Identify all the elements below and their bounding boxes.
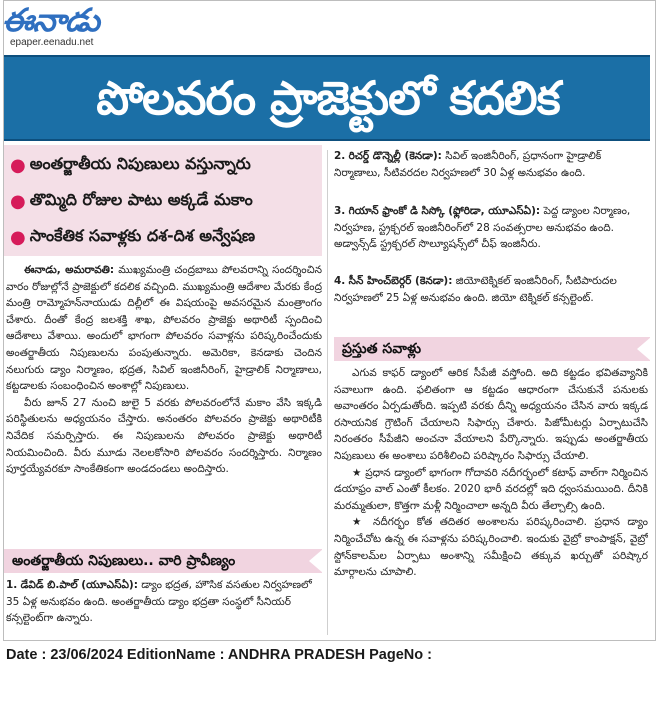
challenges-paragraph: ★ ప్రధాన డ్యాంలో భాగంగా గోదావరి నదీగర్భంలో కటాఫ్ వాల్‌గా నిర్మించిన డయాఫ్రం వాల్ ఎంతో కీలకం. 2020 భారీ వరదల్లో ఇది ధ్వంసమయింది. దీనికి మరమ్మతులా, కొత్తగా మళ్లీ నిర్మించాలా అన్నది వీరు తేల్చాల్సి ఉంది.: [334, 466, 648, 512]
article-paragraph: వీరు జూన్ 27 నుంచి జులై 5 వరకు పోలవరంలోనే మకాం వేసి ఇక్కడి పరిస్థితులను అధ్యయనం చేస్తారు. అనంతరం పోలవరం ప్రాజెక్టు అథారిటీకి నివేదిక సమర్పిస్తారు. ఈ నిపుణులను పోలవరం ప్రాజెక్టు అథారిటీ నియమించింది. వీరు మూడు నెలలకోసారి పోలవరం సందర్శిస్తారు. నిర్మాణం పూర్తయ్యేవరకూ సాంకేతికంగా అండదండలు అందిస్తారు.: [6, 396, 322, 476]
heading-notch-icon: [309, 549, 322, 573]
challenges-heading-text: ప్రస్తుత సవాళ్లు: [342, 341, 421, 357]
eenadu-logo: ఈనాడు: [2, 1, 99, 39]
expert-item: [334, 273, 648, 325]
highlight-text: సాంకేతిక సవాళ్లకు దశ-దిశ అన్వేషణ: [29, 225, 256, 245]
article-body: [6, 262, 322, 547]
epaper-url[interactable]: epaper.eenadu.net: [10, 37, 94, 48]
experts-heading-text: అంతర్జాతీయ నిపుణులు.. వారి ప్రావీణ్యం: [12, 553, 236, 569]
experts-heading: [4, 549, 322, 573]
headline-banner: [4, 55, 650, 141]
challenges-paragraph: ఎగువ కాఫర్ డ్యాంలో ఆరిక సీపేజీ వస్తోంది. అది కట్టడం భవితవ్యానికి సవాలుగా ఉంది. ఫలితంగా ఆ కట్టడం ఆధారంగా చేసుకునే పనులకు అవాంతరం ఏర్పడుతోంది. ఇప్పటి వరకు దీన్ని అధ్యయనం చేసిన వారు ఇక్కడ రసాయనిక గ్రౌటింగ్ చేయాలని సిఫార్సు చేశారు. పిజోమీటర్లు ఏర్పాటుచేసి నిరంతరం సీపేజీని అంచనా వేయాలని పేర్కొన్నారు. ఇప్పుడు అంతర్జాతీయ నిపుణులు ఈ అంశాలు పరిశీలించి పరిష్కారం సిఫార్సు చేయాలి.: [334, 367, 648, 462]
expert-number: 1.: [6, 579, 18, 591]
article-text: ముఖ్యమంత్రి చంద్రబాబు పోలవరాన్ని సందర్శించిన వారం రోజుల్లోనే ప్రాజెక్టులో కదలిక వచ్చింది. ముఖ్యమంత్రి ఆదేశాల మేరకు కేంద్ర మంత్రి రామ్మోహన్‌నాయుడు దిల్లీలో ఈ విషయంపై అవసరమైన మంత్రాంగం చేశారు. దీంతో కేంద్ర జలశక్తి శాఖ, పోలవరం ప్రాజెక్టు అథారిటీ స్పందించి ఆదేశాలు వేశాయి. అందులో భాగంగా పోలవరం సవాళ్లను పరిష్కరించేందుకు అంతర్జాతీయ నిపుణులను పంపుతున్నారు. అమెరికా, కెనడాకు చెందిన నలుగురు డ్యాం నిర్మాణం, భద్రత, సివిల్ ఇంజినీరింగ్, హైడ్రాలిక్ నిర్మాణాలు, కట్టడాలకు సంబంధించిన అంశాల్లో నిపుణులు.: [6, 264, 322, 393]
edition-footer: Date : 23/06/2024 EditionName : ANDHRA PRADESH PageNo :: [6, 647, 432, 663]
expert-number: 2.: [334, 150, 346, 162]
expert-name: డేవిడ్ బి.పాల్ (యూఎస్ఏ):: [20, 579, 138, 591]
expert-number: 3.: [334, 205, 346, 217]
highlight-item: [10, 151, 251, 179]
challenges-heading: [334, 337, 650, 361]
challenges-paragraph: ★ నదీగర్భం కోత తదితర అంశాలను పరిష్కరించాలి. ప్రధాన డ్యాం నిర్మించేచోట ఉన్న ఈ సవాళ్లను పరిష్కరించాలి. ఇందుకు వైబ్రో కాంపాక్షన్, వైబ్రో స్టోన్‌కాలమ్‌ల ఏర్పాటు అంశాన్ని సమీక్షించి తక్కువ ఖర్చుతో పరిష్కార మార్గాలను చూపాలి.: [334, 516, 648, 579]
highlight-item: [10, 223, 255, 251]
expert-description: పెద్ద డ్యాంల నిర్మాణం, నిర్వహణ, స్ట్రక్చరల్ ఇంజినీరింగ్‌లో 28 సంవత్సరాల అనుభవం ఉంది. అడ్వాన్స్‌డ్ స్ట్రక్చరల్ సొల్యూషన్స్‌లో చీఫ్ ఇంజినీరు.: [334, 205, 631, 251]
article-paragraph: [6, 262, 322, 395]
challenges-body: [334, 365, 648, 635]
expert-name: సీన్ హించ్‌బెర్గర్ (కెనడా):: [348, 275, 453, 287]
expert-number: 4.: [334, 275, 346, 287]
expert-description: సివిల్ ఇంజినీరింగ్, ప్రధానంగా హైడ్రాలిక్ నిర్మాణాలు, సీటివరదల నిర్వహణలో 30 ఏళ్ల అనుభవం ఉంది.: [334, 150, 602, 179]
heading-notch-icon: [637, 337, 650, 361]
expert-name: గియాన్ ఫ్రాంకో డి సిస్కో (ఫ్లోరిడా, యూఎస్ఏ):: [348, 205, 541, 217]
highlight-item: [10, 187, 253, 215]
byline: ఈనాడు, అమరావతి:: [24, 264, 115, 276]
expert-description: జియోటెక్నికల్ ఇంజినీరింగ్, సీటిపారుదల నిర్వహణలో 25 ఏళ్ల అనుభవం ఉంది. జియో టెక్నికల్ కన్సల్టెంట్.: [334, 275, 617, 304]
bullet-dot-icon: ●: [10, 226, 26, 248]
bullet-dot-icon: ●: [10, 190, 26, 212]
highlights-box: [4, 145, 322, 256]
expert-item: [334, 203, 648, 271]
highlight-text: అంతర్జాతీయ నిపుణులు వస్తున్నారు: [29, 153, 251, 173]
expert-name: రిచర్డ్ డొన్నెల్లీ (కెనడా):: [348, 150, 442, 162]
expert-item: [6, 577, 322, 629]
column-divider: [327, 150, 328, 635]
bullet-dot-icon: ●: [10, 154, 26, 176]
expert-description: డ్యాం భద్రత, హౌసిక వసతుల నిర్వహణలో 35 ఏళ్ల అనుభవం ఉంది. అంతర్జాతీయ డ్యాం భద్రతా సంస్థలో సీనియర్ కన్సల్టెంట్‌గా ఉన్నారు.: [6, 579, 312, 625]
headline: పోలవరం ప్రాజెక్టులో కదలిక: [96, 71, 560, 125]
highlight-text: తొమ్మిది రోజుల పాటు అక్కడే మకాం: [29, 189, 253, 209]
expert-item: [334, 148, 648, 200]
